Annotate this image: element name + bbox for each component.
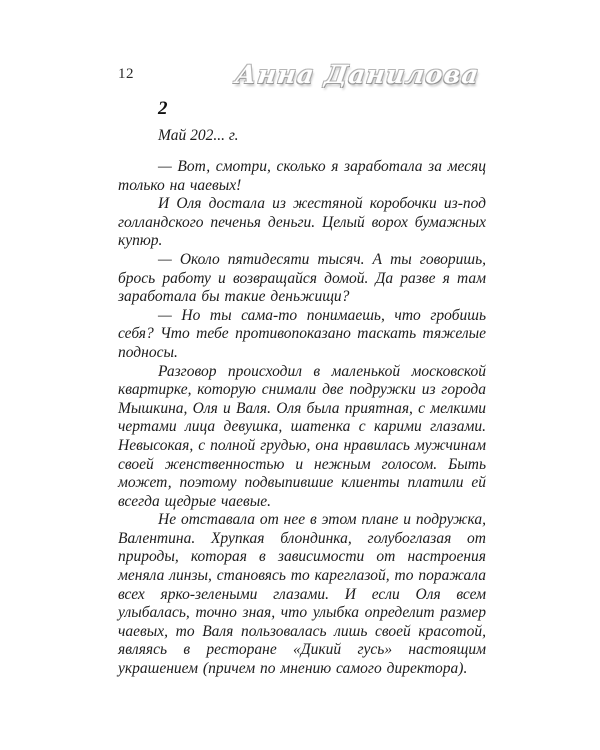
body-paragraph: И Оля достала из жестяной коробочки из-под голландского печенья деньги. Целый ворох бумажных купюр. — [118, 195, 486, 250]
text-column — [118, 60, 486, 679]
body-paragraph: Не отставала от нее в этом плане и подружка, Валентина. Хрупкая блондинка, голубоглазая от природы, которая в зависимости от настроения меняла линзы, становясь то кареглазой, то поражала всех ярко-зелеными глазами. И если Оля всем улыбалась, точно зная, что улыбка определит размер чаевых, то Валя пользовалась лишь своей красотой, являясь в ресторане «Дикий гусь» настоящим украшением (причем по мнению самого директора). — [118, 511, 486, 678]
body-paragraph: — Но ты сама-то понимаешь, что гробишь себя? Что тебе противопоказано таскать тяжелые подносы. — [118, 306, 486, 361]
running-head — [118, 60, 486, 96]
running-head-author: Анна Данилова — [234, 60, 482, 89]
chapter-number: 2 — [158, 98, 168, 119]
page-number: 12 — [118, 66, 134, 82]
body-paragraph: — Вот, смотри, сколько я заработала за месяц только на чаевых! — [118, 158, 486, 194]
body-paragraph: — Около пятидесяти тысяч. А ты говоришь, брось работу и возвращайся домой. Да разве я там заработала бы такие деньжищи? — [118, 250, 486, 306]
body-paragraph: Разговор происходил в маленькой московской квартирке, которую снимали две подружки из города Мышкина, Оля и Валя. Оля была приятная, с мелкими чертами лица девушка, шатенка с карими глазами. Невысокая, с полной грудью, она нравилась мужчинам своей женственностью и нежным голосом. Быть может, поэтому подвыпившие клиенты платили ей всегда щедрые чаевые. — [118, 362, 486, 510]
body-text — [118, 158, 486, 679]
date-line: Май 202... г. — [158, 127, 239, 144]
